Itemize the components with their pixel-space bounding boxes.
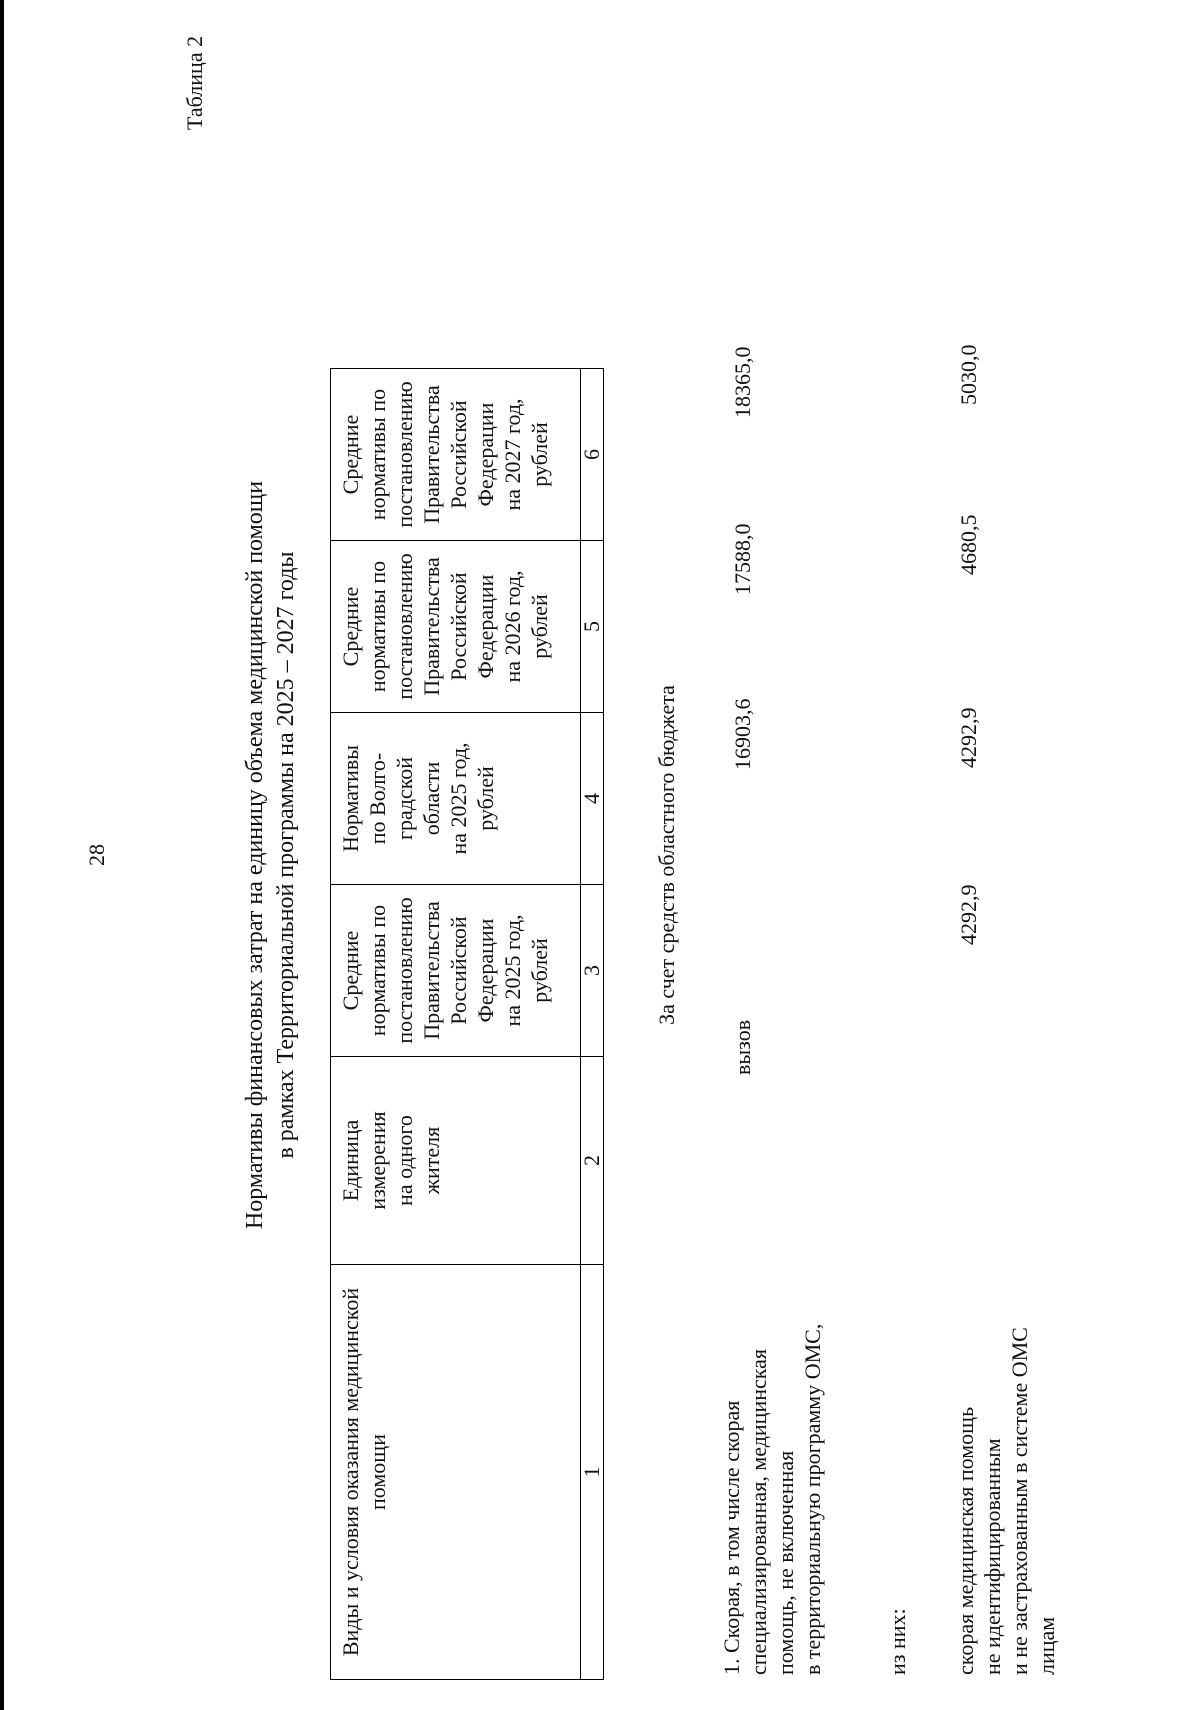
header-cell-1: Виды и условия оказания медицинской помощи (331, 1265, 581, 1680)
title-line-2: в рамках Территориальной программы на 2025 – 2027 годы (273, 551, 299, 1159)
header-cell-2: Единица измерения на одного жителя (331, 1057, 581, 1265)
row-1-unit: вызов (730, 1019, 755, 1075)
row-1-label: 1. Скорая, в том числе скорая специализированная, медицинская помощь, не включенная в территориальную программу ОМС, (719, 1323, 825, 1675)
row-1-col6: 18365,0 (730, 346, 755, 418)
header-cell-4: Нормативы по Волго- градской области на 2025 год, рублей (331, 713, 581, 885)
column-number-6: 6 (581, 369, 604, 541)
header-cell-5: Средние нормативы по постановлению Правительства Российской Федерации на 2026 год, рублей (331, 541, 581, 713)
column-number-1: 1 (581, 1265, 604, 1680)
column-number-4: 4 (581, 713, 604, 885)
page-number: 28 (84, 844, 109, 866)
row-1-col4: 16903,6 (730, 698, 755, 770)
row-3-col4: 4292,9 (956, 707, 981, 768)
document-title (240, 0, 302, 1710)
header-table (330, 368, 604, 1680)
row-3-col3: 4292,9 (956, 884, 981, 945)
row-3-col5: 4680,5 (956, 514, 981, 575)
table-label: Таблица 2 (182, 35, 207, 130)
section-title: За счет средств областного бюджета (654, 685, 679, 1025)
column-number-5: 5 (581, 541, 604, 713)
row-3-col6: 5030,0 (956, 344, 981, 405)
row-2-label: из них: (885, 1608, 910, 1675)
row-3-label: скорая медицинская помощь не идентифицированным и не застрахованным в системе ОМС лицам (953, 1327, 1059, 1675)
title-line-1: Нормативы финансовых затрат на единицу объема медицинской помощи (242, 480, 268, 1230)
header-cell-3: Средние нормативы по постановлению Правительства Российской Федерации на 2025 год, рублей (331, 885, 581, 1057)
column-number-3: 3 (581, 885, 604, 1057)
column-number-2: 2 (581, 1057, 604, 1265)
header-cell-6: Средние нормативы по постановлению Правительства Российской Федерации на 2027 год, рублей (331, 369, 581, 541)
row-1-col5: 17588,0 (730, 523, 755, 595)
